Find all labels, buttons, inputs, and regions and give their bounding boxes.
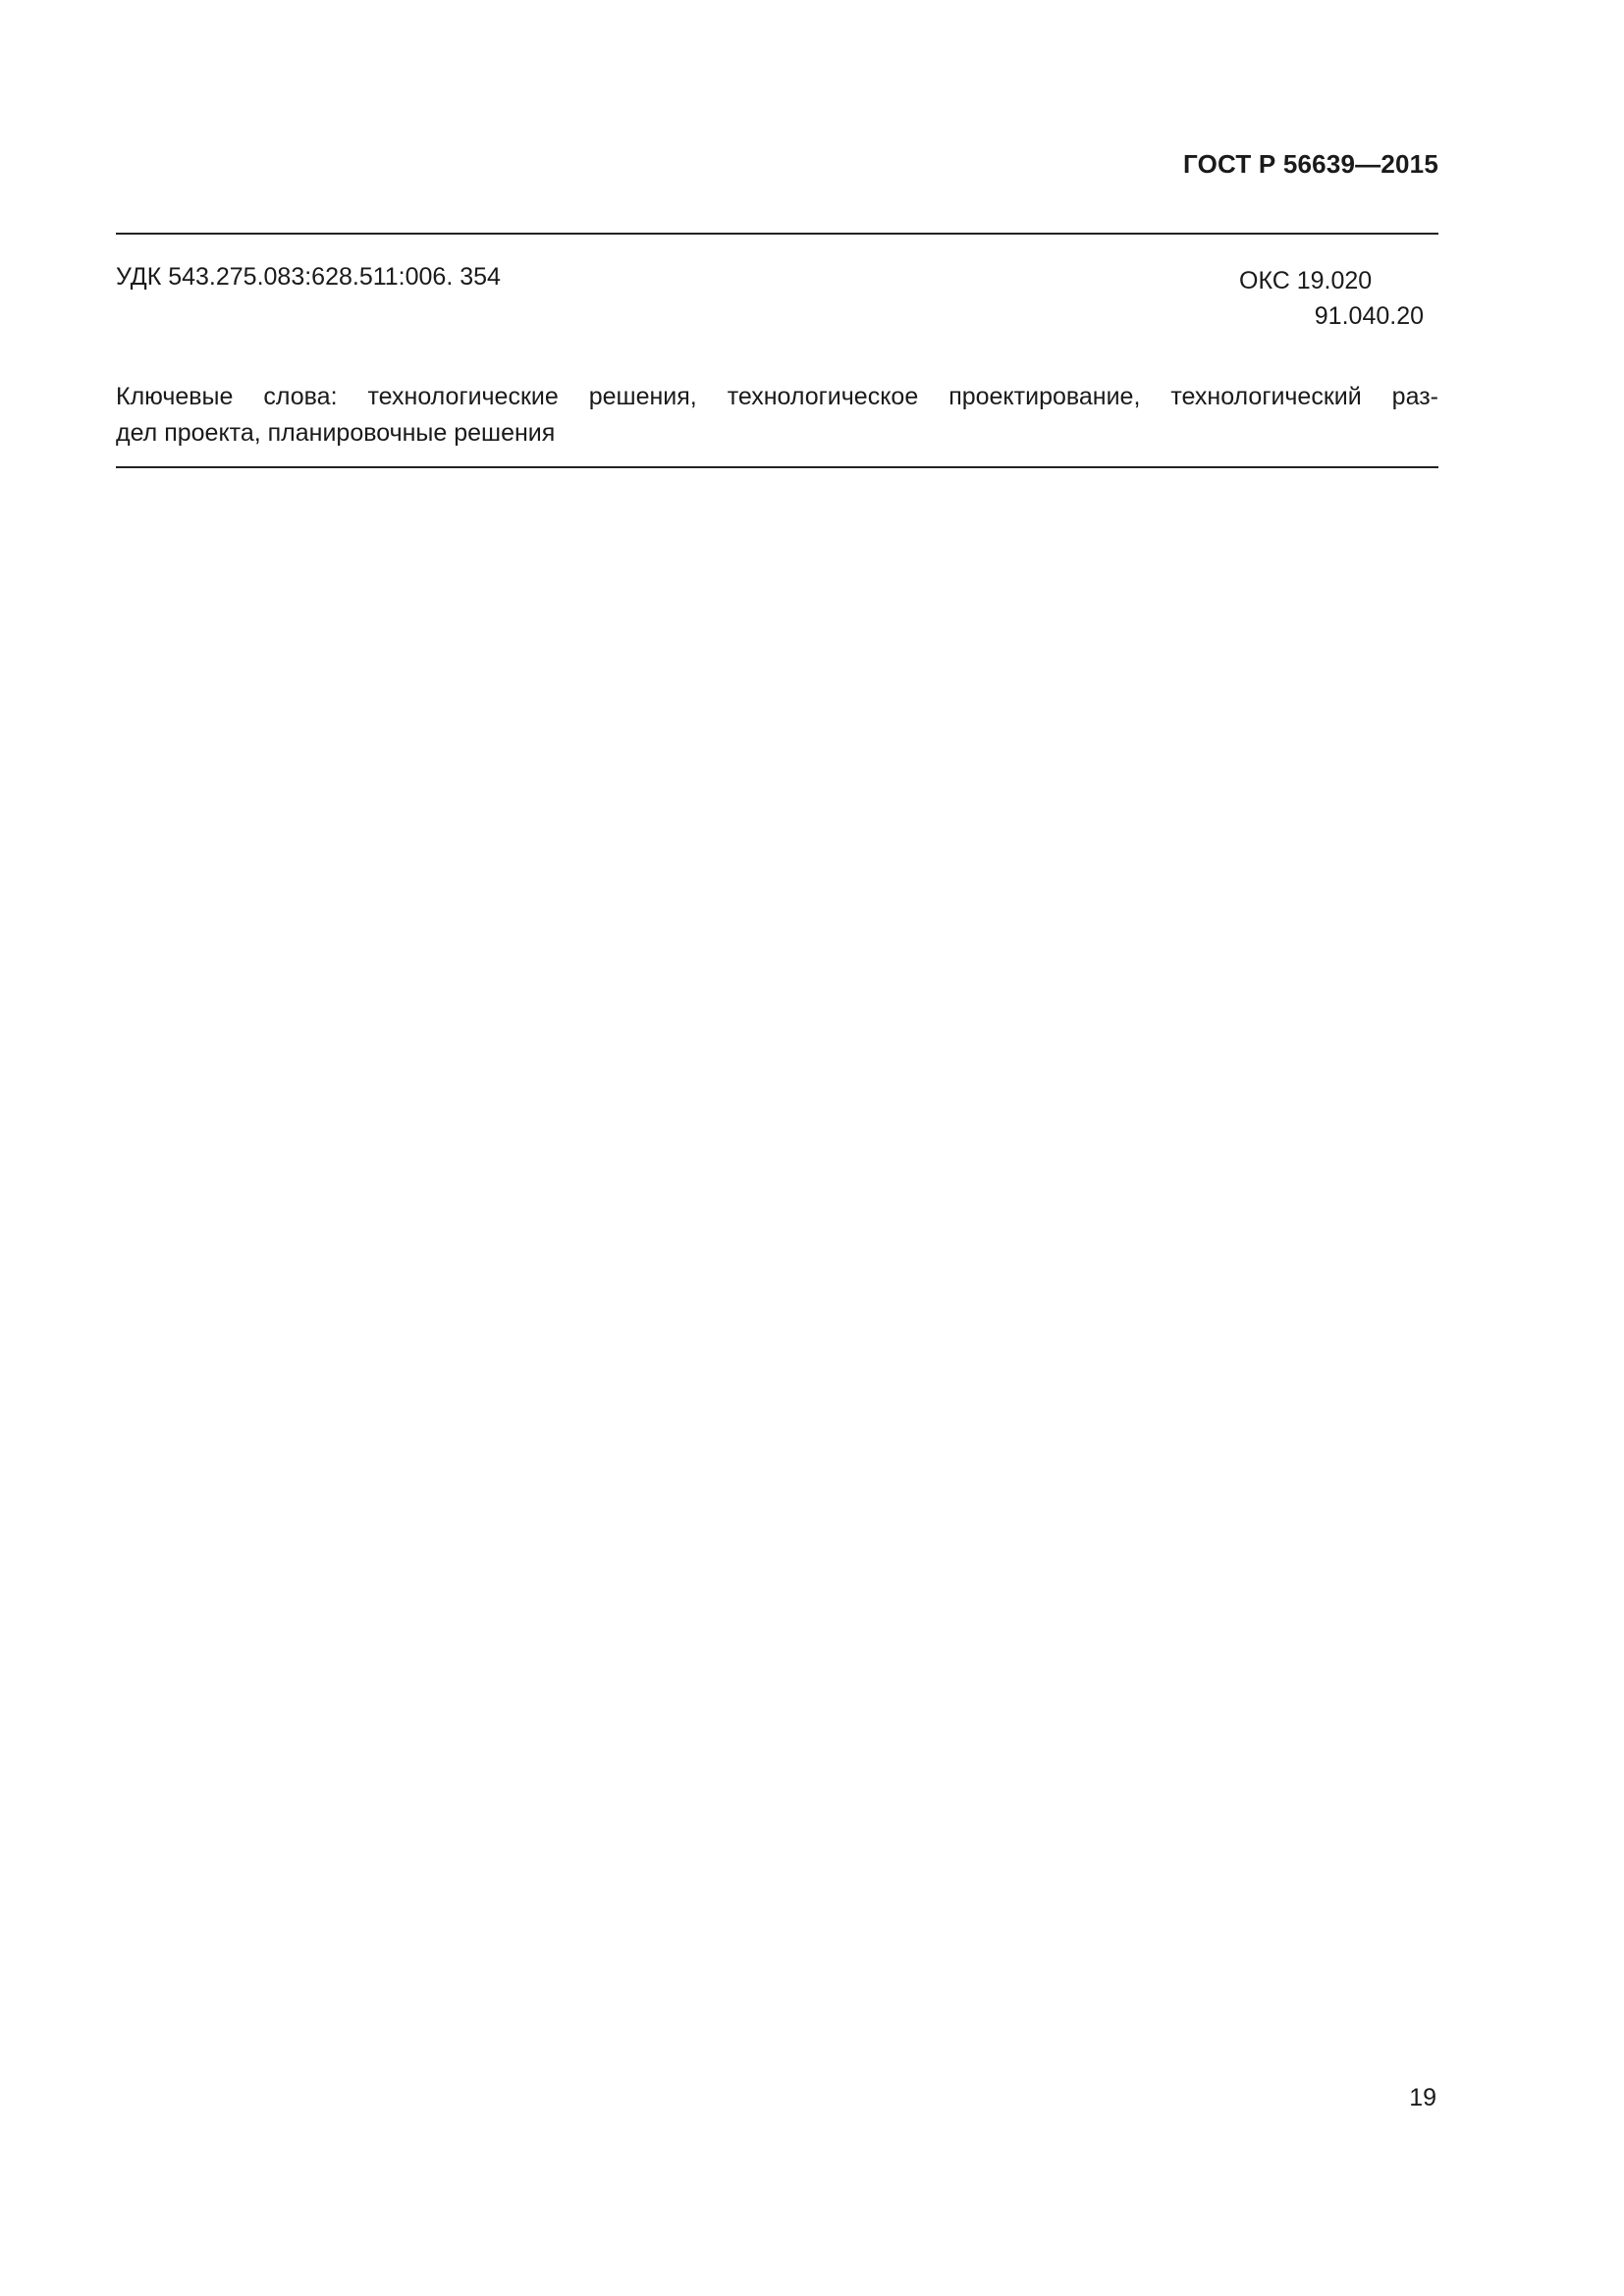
- oks-code-secondary: 91.040.20: [1314, 302, 1424, 330]
- keywords-line-1: Ключевые слова: технологические решения, технологическое проектирование, технологический раз-: [116, 383, 1438, 410]
- document-code: ГОСТ Р 56639—2015: [1183, 149, 1438, 179]
- keywords-line-2: дел проекта, планировочные решения: [116, 419, 556, 447]
- keywords-block: [116, 379, 1438, 452]
- oks-code-primary: ОКС 19.020: [1239, 267, 1373, 294]
- oks-codes: [1239, 263, 1424, 334]
- bottom-divider: [116, 466, 1438, 468]
- page-number: 19: [1409, 2084, 1436, 2111]
- top-divider: [116, 233, 1438, 235]
- udc-code: УДК 543.275.083:628.511:006. 354: [116, 263, 501, 291]
